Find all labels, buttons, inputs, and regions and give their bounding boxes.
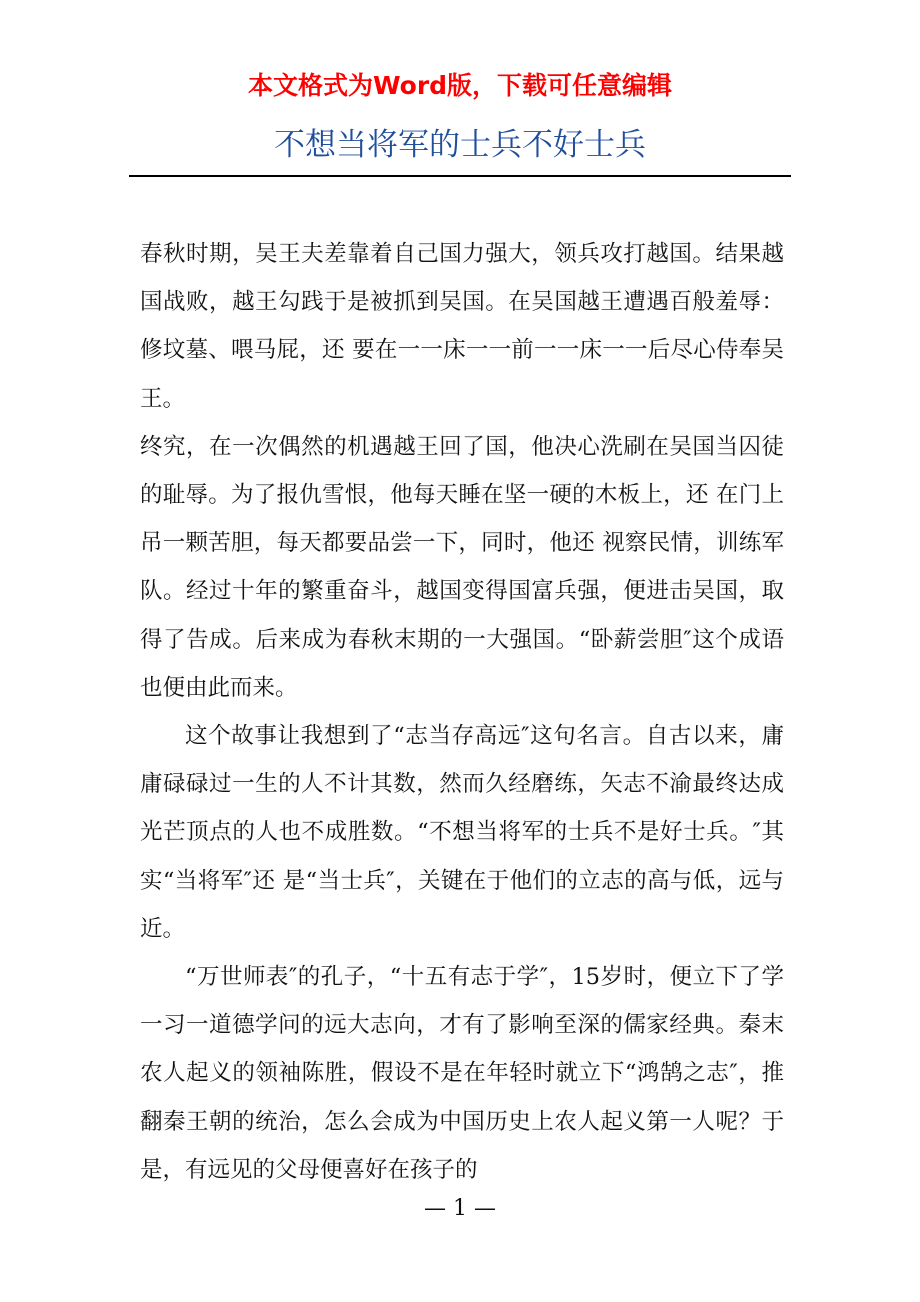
paragraph-4: “万世师表″的孔子，“十五有志于学″，15岁时，便立下了学一习一道德学问的远大志向，才有了影响至深的儒家经典。秦末农人起义的领袖陈胜，假设不是在年轻时就立下“鸿鹄之志″，推翻秦王朝的统治，怎么会成为中国历史上农人起义第一人呢？于是，有远见的父母便喜好在孩子的 xyxy=(140,964,784,1183)
document-title: 不想当将军的士兵不好士兵 xyxy=(274,127,646,163)
paragraph-3: 这个故事让我想到了“志当存高远″这句名言。自古以来，庸庸碌碌过一生的人不计其数，然而久经磨练，矢志不渝最终达成光芒顶点的人也不成胜数。“不想当将军的士兵不是好士兵。″其实“当将军″还 是“当士兵″，关键在于他们的立志的高与低，远与近。 xyxy=(140,723,784,942)
format-notice-banner: 本文格式为Word版，下载可任意编辑 xyxy=(247,71,673,100)
title-divider xyxy=(129,175,791,177)
page-number: — 1 — xyxy=(424,1196,496,1221)
paragraph-1: 春秋时期，吴王夫差靠着自己国力强大，领兵攻打越国。结果越国战败，越王勾践于是被抓到吴国。在吴国越王遭遇百般羞辱：修坟墓、喂马屁，还 要在一一床一一前一一床一一后尽心侍奉吴王。 xyxy=(140,241,784,412)
paragraph-2: 终究，在一次偶然的机遇越王回了国，他决心洗刷在吴国当囚徒的耻辱。为了报仇雪恨，他每天睡在坚一硬的木板上，还 在门上吊一颗苦胆，每天都要品尝一下，同时，他还 视察民情，训练军队。经过十年的繁重奋斗，越国变得国富兵强，便进击吴国，取得了告成。后来成为春秋末期的一大强国。“卧薪尝胆″这个成语也便由此而来。 xyxy=(140,433,784,701)
document-body xyxy=(140,230,784,1194)
